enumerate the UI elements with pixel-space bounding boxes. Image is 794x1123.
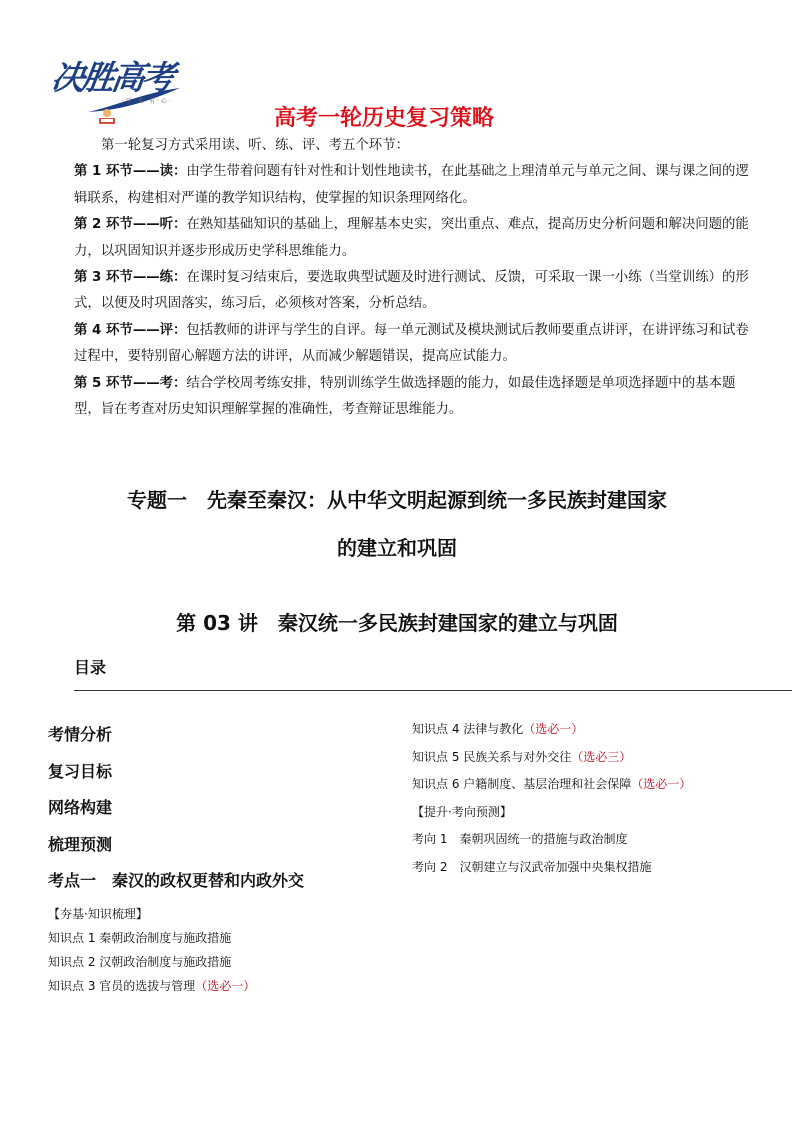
toc-divider <box>74 690 792 691</box>
toc-item-text: 知识点 6 户籍制度、基层治理和社会保障 <box>412 777 632 791</box>
stage-text: 由学生带着问题有针对性和计划性地读书，在此基础之上理清单元与单元之间、课与课之间的逻辑联系，构建相对严谨的教学知识结构，使掌握的知识条理网络化。 <box>74 164 749 206</box>
toc-link-sorting[interactable]: 梳理预测 <box>48 834 113 854</box>
topic-title-line1: 专题一 先秦至秦汉：从中华文明起源到统一多民族封建国家 <box>127 488 667 512</box>
toc-section-improve: 【提升·考向预测】 <box>412 804 512 819</box>
logo-text: 决胜高考 <box>48 58 175 97</box>
stage-label: 第 5 环节——考： <box>74 375 187 391</box>
toc-link-exam-analysis[interactable]: 考情分析 <box>48 725 113 744</box>
stage-label: 第 3 环节——练： <box>74 270 187 286</box>
stage-text: 在课时复习结束后，要选取典型试题及时进行测试、反馈，可采取一课一小练（当堂训练）的形式，以便及时巩固落实，练习后，必须核对答案，分析总结。 <box>74 270 749 312</box>
toc-item-note: （选必一） <box>523 722 584 736</box>
lecture-title: 第 03 讲 秦汉统一多民族封建国家的建立与巩固 <box>176 611 618 635</box>
toc-heading: 目录 <box>74 658 107 677</box>
toc-item[interactable] <box>412 771 792 799</box>
student-reading-icon <box>96 108 118 126</box>
stage-label: 第 2 环节——听： <box>74 217 187 233</box>
toc-link-network[interactable]: 网络构建 <box>48 798 113 818</box>
intro-lead: 第一轮复习方式采用读、听、练、评、考五个环节： <box>101 138 409 153</box>
logo-slogan: · 学 · 术 · 有 · 心 · <box>122 98 171 105</box>
toc-right-column <box>412 716 792 881</box>
toc-item-text: 知识点 1 秦朝政治制度与施政措施 <box>48 930 232 945</box>
stage-text: 结合学校周考练安排，特别训练学生做选择题的能力，如最佳选择题是单项选择题中的基本题型，旨在考查对历史知识理解掌握的准确性，考查辩证思维能力。 <box>74 375 736 418</box>
stage-label: 第 1 环节——读： <box>74 164 187 180</box>
toc-direction-item[interactable]: 考向 1 秦朝巩固统一的措施与政治制度 <box>412 832 628 846</box>
toc-item[interactable] <box>48 974 398 998</box>
stage-paragraph <box>74 212 754 265</box>
intro-section <box>74 133 754 423</box>
toc-item-text: 知识点 5 民族关系与对外交往 <box>412 749 572 764</box>
stage-paragraph <box>74 265 754 318</box>
toc-item-text: 知识点 2 汉朝政治制度与施政措施 <box>48 954 232 969</box>
toc-item[interactable] <box>412 744 792 772</box>
stage-text: 包括教师的讲评与学生的自评。每一单元测试及模块测试后教师要重点讲评，在讲评练习和试卷过程中，要特别留心解题方法的讲评，从而减少解题错误，提高应试能力。 <box>74 322 749 365</box>
page-title: 高考一轮历史复习策略 <box>274 106 495 131</box>
toc-item[interactable] <box>48 926 398 950</box>
toc-link-review-goals[interactable]: 复习目标 <box>48 761 113 781</box>
toc-item-note: （选必三） <box>571 749 632 764</box>
toc-left-column <box>48 717 398 998</box>
toc-item-text: 知识点 4 法律与教化 <box>412 722 524 736</box>
topic-title-line2: 的建立和巩固 <box>337 536 457 560</box>
toc-section-foundation: 【夯基·知识梳理】 <box>48 906 148 921</box>
logo <box>48 50 182 130</box>
toc-item-note: （选必一） <box>195 978 256 993</box>
toc-item[interactable] <box>48 950 398 974</box>
toc-item-note: （选必一） <box>631 777 692 791</box>
stage-text: 在熟知基础知识的基础上，理解基本史实，突出重点、难点，提高历史分析问题和解决问题的能力，以巩固知识并逐步形成历史学科思维能力。 <box>74 217 749 259</box>
toc-item-text: 知识点 3 官员的选拔与管理 <box>48 978 196 993</box>
stage-paragraph <box>74 159 754 212</box>
toc-item[interactable] <box>412 716 792 744</box>
stage-label: 第 4 环节——评： <box>74 322 187 338</box>
toc-direction-item[interactable]: 考向 2 汉朝建立与汉武帝加强中央集权措施 <box>412 859 652 874</box>
stage-paragraph <box>74 318 754 371</box>
toc-link-point-one[interactable]: 考点一 秦汉的政权更替和内政外交 <box>48 871 305 891</box>
stage-paragraph <box>74 371 754 424</box>
